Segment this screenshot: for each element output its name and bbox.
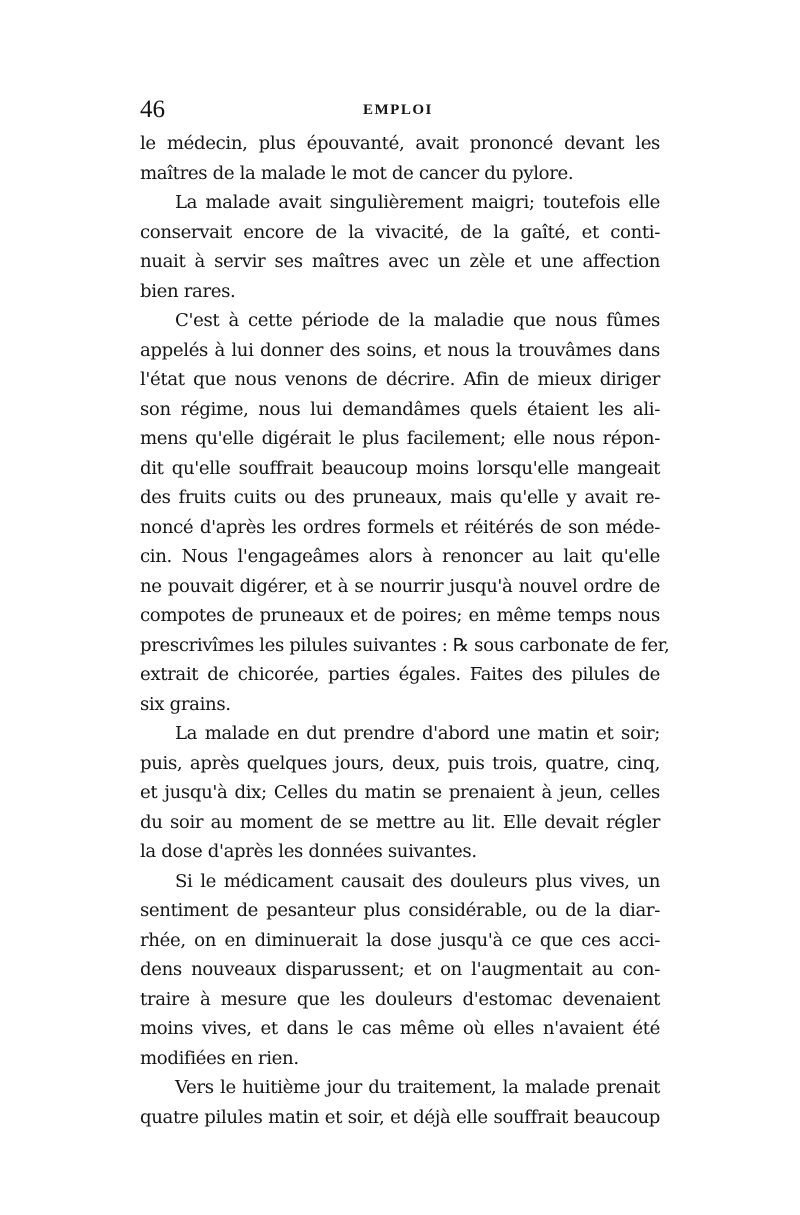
text-line: la dose d'après les données suivantes. bbox=[140, 841, 477, 862]
text-line: bien rares. bbox=[140, 280, 236, 302]
text-line: cin. Nous l'engageâmes alors à renoncer au lait qu'elle bbox=[140, 546, 660, 567]
text-line: extrait de chicorée, parties égales. Faites des pilules de bbox=[140, 664, 660, 685]
text-line: modifiées en rien. bbox=[140, 1047, 299, 1069]
text-line: rhée, on en diminuerait la dose jusqu'à ce que ces acci- bbox=[140, 929, 660, 951]
text-line: appelés à lui donner des soins, et nous la trouvâmes dans bbox=[140, 339, 660, 361]
page-header bbox=[140, 96, 660, 124]
text-line: conservait encore de la vivacité, de la gaîté, et conti- bbox=[140, 221, 660, 243]
text-line: sentiment de pesanteur plus considérable, ou de la diar- bbox=[140, 900, 660, 921]
text-line: dens nouveaux disparussent; et on l'augmentait au con- bbox=[140, 959, 660, 980]
text-line: La malade avait singulièrement maigri; toutefois elle bbox=[175, 192, 660, 213]
text-line: six grains. bbox=[140, 693, 231, 715]
body-text bbox=[140, 129, 670, 1132]
text-line: compotes de pruneaux et de poires; en même temps nous bbox=[140, 605, 660, 626]
running-head: EMPLOI bbox=[363, 102, 433, 118]
text-line: des fruits cuits ou des pruneaux, mais qu'elle y avait re- bbox=[140, 487, 660, 508]
text-line: La malade en dut prendre d'abord une matin et soir; bbox=[175, 723, 660, 744]
text-line: mens qu'elle digérait le plus facilement; elle nous répon- bbox=[140, 428, 660, 449]
text-line: puis, après quelques jours, deux, puis trois, quatre, cinq, bbox=[140, 752, 660, 774]
text-line: et jusqu'à dix; Celles du matin se prenaient à jeun, celles bbox=[140, 782, 660, 803]
text-line: son régime, nous lui demandâmes quels étaient les ali- bbox=[140, 398, 660, 420]
text-line: dit qu'elle souffrait beaucoup moins lorsqu'elle mangeait bbox=[140, 457, 660, 479]
text-line: Vers le huitième jour du traitement, la malade prenait bbox=[175, 1077, 660, 1098]
text-line: C'est à cette période de la maladie que nous fûmes bbox=[175, 310, 660, 331]
text-line: ne pouvait digérer, et à se nourrir jusqu'à nouvel ordre de bbox=[140, 575, 660, 597]
text-line: moins vives, et dans le cas même où elles n'avaient été bbox=[140, 1018, 660, 1039]
text-line: le médecin, plus épouvanté, avait prononcé devant les bbox=[140, 133, 660, 154]
text-line: prescrivîmes les pilules suivantes : ℞ sous carbonate de fer, bbox=[140, 634, 670, 656]
text-line: nuait à servir ses maîtres avec un zèle et une affection bbox=[140, 251, 660, 272]
text-line: quatre pilules matin et soir, et déjà elle souffrait beaucoup bbox=[140, 1106, 660, 1128]
text-line: traire à mesure que les douleurs d'estomac devenaient bbox=[140, 988, 660, 1010]
text-line: noncé d'après les ordres formels et réitérés de son méde- bbox=[140, 516, 660, 538]
text-line: du soir au moment de se mettre au lit. Elle devait régler bbox=[140, 811, 660, 833]
text-line: maîtres de la malade le mot de cancer du pylore. bbox=[140, 162, 574, 184]
text-line: Si le médicament causait des douleurs plus vives, un bbox=[175, 870, 660, 892]
text-line: l'état que nous venons de décrire. Afin de mieux diriger bbox=[140, 369, 660, 390]
page-number: 46 bbox=[140, 96, 165, 123]
